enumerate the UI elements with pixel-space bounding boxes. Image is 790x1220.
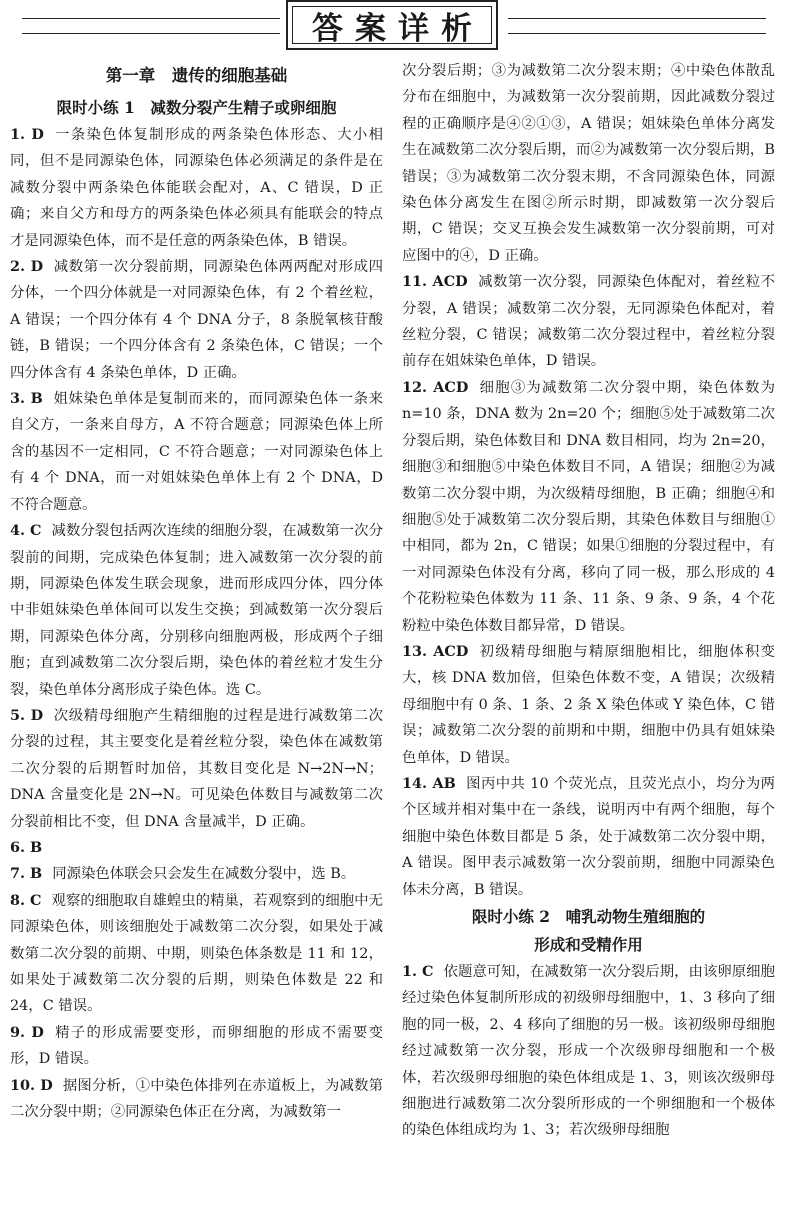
answer-number: 13. ACD xyxy=(402,642,469,660)
answer-item xyxy=(402,375,775,639)
answer-explanation: 次级精母细胞产生精细胞的过程是进行减数第二次分裂的过程，其主要变化是着丝粒分裂，染色体在减数第二次分裂的后期暂时加倍，其数目变化是 N→2N→N；DNA 含量变化是 2N→N。可见染色体数目与减数第二次分裂前相比不变，但 DNA 含量减半，D 正确。 xyxy=(10,707,383,830)
answer-item xyxy=(10,1020,383,1073)
section-title-1: 限时小练 1 减数分裂产生精子或卵细胞 xyxy=(56,98,337,117)
answer-item xyxy=(10,1073,383,1126)
answer-number: 2. D xyxy=(10,258,44,276)
answer-explanation: 减数分裂包括两次连续的细胞分裂，在减数第一次分裂前的间期，完成染色体复制；进入减数第一次分裂的前期，同源染色体发生联会现象，进而形成四分体，四分体中非姐妹染色单体间可以发生交换；到减数第一次分裂后期，同源染色体分离，分别移向细胞两极，形成两个子细胞；直到减数第二次分裂后期，染色体的着丝粒才发生分裂，染色单体分离形成子染色体。选 C。 xyxy=(10,523,383,698)
answer-item xyxy=(402,639,775,771)
answer-explanation: 细胞③为减数第二次分裂中期，染色体数为 n=10 条，DNA 数为 2n=20 个；细胞⑤处于减数第二次分裂后期，染色体数目和 DNA 数目相同，均为 2n=20，细胞③和细胞⑤中染色体数目不同，A 错误；细胞②为减数第二次分裂中期，为次级精母细胞，B 正确；细胞④和细胞⑤处于减数第二次分裂后期，其染色体数目与细胞①中相同，都为 2n，C 错误；如果①细胞的分裂过程中，有一对同源染色体没有分离，移向了同一极，那么形成的 4 个花粉粒染色体数为 11 条、11 条、9 条、9 条，4 个花粉粒中染色体数目都异常，D 错误。 xyxy=(402,379,775,634)
answer-continuation: 次分裂后期；③为减数第二次分裂末期；④中染色体散乱分布在细胞中，为减数第一次分裂前期，因此减数分裂过程的正确顺序是④②①③，A 错误；姐妹染色单体分离发生在减数第二次分裂后期，而②为减数第一次分裂后期，B 错误；③为减数第二次分裂末期，不含同源染色体，同源染色体分离发生在图②所示时期，即减数第一次分裂后期，C 错误；交叉互换会发生减数第一次分裂前期，可对应图中的④，D 正确。 xyxy=(402,63,775,264)
answer-number: 1. D xyxy=(10,126,44,143)
page-header xyxy=(0,0,790,58)
answer-item xyxy=(10,888,383,1020)
answer-number: 4. C xyxy=(10,522,42,540)
answer-item xyxy=(10,835,383,861)
answer-item xyxy=(402,959,775,1144)
page-title: 答案详析 xyxy=(312,10,484,47)
answer-number: 5. D xyxy=(10,706,44,724)
answer-number: 3. B xyxy=(10,390,43,408)
answer-explanation: 同源染色体联会只会发生在减数分裂中，选 B。 xyxy=(52,866,356,883)
title-banner xyxy=(286,0,498,50)
answer-item xyxy=(10,254,383,386)
answer-number: 6. B xyxy=(10,838,43,856)
answer-item xyxy=(402,771,775,903)
answer-explanation: 减数第一次分裂前期，同源染色体两两配对形成四分体，一个四分体就是一对同源染色体，有 2 个着丝粒，A 错误；一个四分体有 4 个 DNA 分子，8 条脱氧核苷酸链，B 错误；一个四分体含有 2 条染色体，C 错误；一个四分体含有 4 条染色单体，D 正确。 xyxy=(10,259,383,381)
answer-number: 7. B xyxy=(10,865,43,883)
answer-number: 11. ACD xyxy=(402,273,468,291)
answer-explanation: 图丙中共 10 个荧光点，且荧光点小，均分为两个区域并相对集中在一条线，说明丙中有两个细胞，每个细胞中染色体数目都是 5 条，处于减数第二次分裂中期，A 错误。图甲表示减数第一次分裂前期，细胞中同源染色体未分离，B 错误。 xyxy=(402,775,775,898)
answer-explanation: 减数第一次分裂，同源染色体配对，着丝粒不分裂，A 错误；减数第二次分裂，无同源染色体配对，着丝粒分裂，C 错误；减数第二次分裂过程中，着丝粒分裂前存在姐妹染色单体，D 错误。 xyxy=(402,274,775,370)
answer-explanation: 依题意可知，在减数第一次分裂后期，由该卵原细胞经过染色体复制所形成的初级卵母细胞中，1、3 移向了细胞的同一极，2、4 移向了细胞的另一极。该初级卵母细胞经过减数第一次分裂，形成一个次级卵母细胞和一个极体，若次级卵母细胞的染色体组成是 1、3，则该次级卵母细胞进行减数第二次分裂所形成的一个卵细胞和一个极体的染色体组成均为 1、3；若次级卵母细胞 xyxy=(402,964,775,1139)
left-column xyxy=(10,58,383,1220)
section-title-2-line1: 限时小练 2 哺乳动物生殖细胞的 xyxy=(471,907,706,926)
answer-number: 10. D xyxy=(10,1076,53,1094)
answer-number: 1. C xyxy=(402,963,434,980)
answer-item xyxy=(10,386,383,518)
answer-item xyxy=(10,122,383,254)
answer-explanation: 姐妹染色单体是复制而来的，而同源染色体一条来自父方，一条来自母方，A 不符合题意；同源染色体上所含的基因不一定相同，C 不符合题意；一对同源染色体上有 4 个 DNA，而一对姐妹染色单体上有 2 个 DNA，D 不符合题意。 xyxy=(10,391,383,513)
answer-explanation: 观察的细胞取自雄蝗虫的精巢，若观察到的细胞中无同源染色体，则该细胞处于减数第二次分裂，如果处于减数第二次分裂的前期、中期，则染色体条数是 11 和 12，如果处于减数第二次分裂的后期，则染色体数是 22 和 24，C 错误。 xyxy=(10,892,383,1015)
answer-number: 9. D xyxy=(10,1023,44,1041)
right-column xyxy=(402,58,775,1220)
answer-item xyxy=(402,269,775,375)
answer-item xyxy=(10,861,383,887)
chapter-title: 第一章 遗传的细胞基础 xyxy=(105,66,288,85)
header-decoration-right xyxy=(508,18,766,34)
answer-explanation: 一条染色体复制形成的两条染色体形态、大小相同，但不是同源染色体，同源染色体必须满足的条件是在减数分裂中两条染色体能联会配对，A、C 错误，D 正确；来自父方和母方的两条染色体必须具有能联会的特点才是同源染色体，而不是任意的两条染色体，B 错误。 xyxy=(10,127,383,249)
answer-item xyxy=(10,518,383,703)
answer-number: 12. ACD xyxy=(402,378,469,396)
header-decoration-left xyxy=(22,18,280,34)
answer-explanation: 据图分析，①中染色体排列在赤道板上，为减数第二次分裂中期；②同源染色体正在分离，为减数第一 xyxy=(10,1077,383,1121)
answer-number: 14. AB xyxy=(402,774,456,792)
answer-explanation: 初级精母细胞与精原细胞相比，细胞体积变大，核 DNA 数加倍，但染色体数不变，A 错误；次级精母细胞中有 0 条、1 条、2 条 X 染色体或 Y 染色体，C 错误；减数第二次分裂的前期和中期，细胞中仍具有姐妹染色单体，D 错误。 xyxy=(402,643,775,766)
answer-explanation: 精子的形成需要变形，而卵细胞的形成不需要变形，D 错误。 xyxy=(10,1024,383,1068)
section-title-2-line2: 形成和受精作用 xyxy=(534,935,643,954)
answer-item xyxy=(10,703,383,835)
answer-number: 8. C xyxy=(10,891,42,909)
